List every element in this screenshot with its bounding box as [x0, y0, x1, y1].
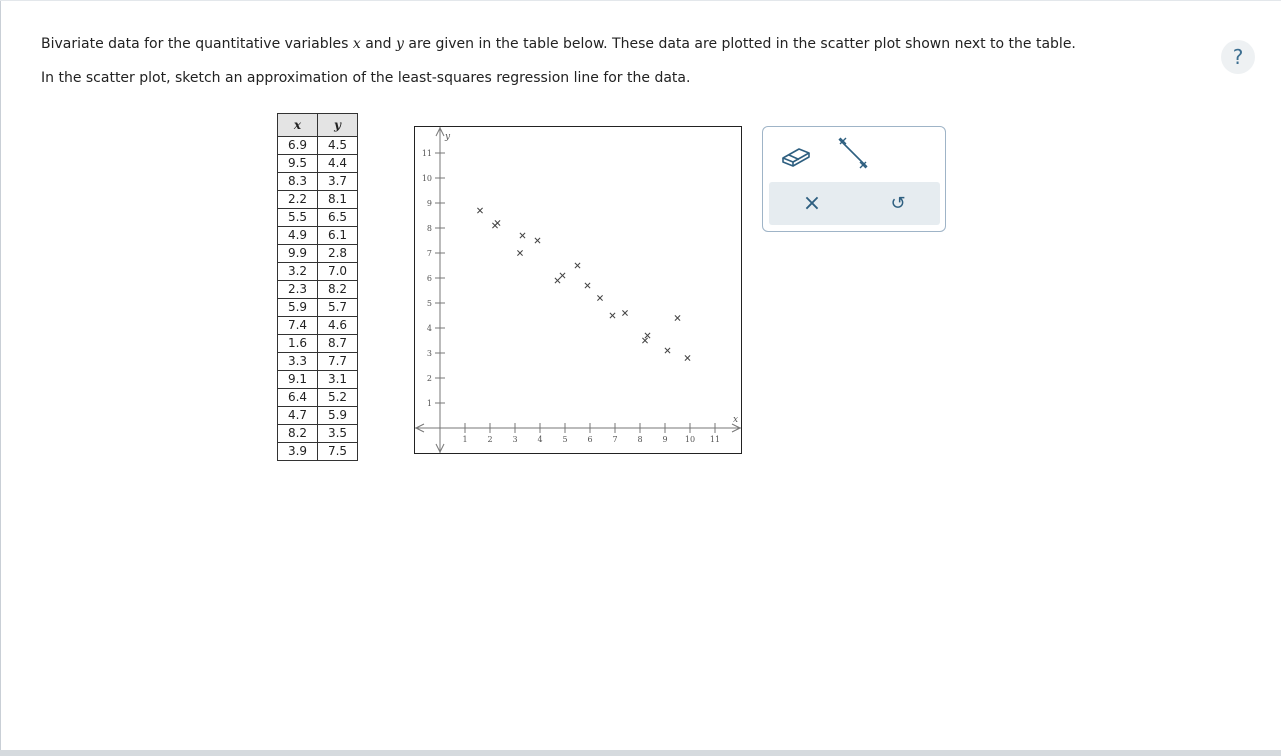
cell-x: 2.3: [278, 281, 318, 299]
line-tool-icon[interactable]: [835, 135, 871, 171]
cell-y: 7.0: [318, 263, 358, 281]
cell-x: 7.4: [278, 317, 318, 335]
bottom-scroll-strip: [0, 750, 1281, 756]
cell-x: 3.3: [278, 353, 318, 371]
cell-x: 9.9: [278, 245, 318, 263]
cell-x: 6.9: [278, 137, 318, 155]
x-axis-label: x: [733, 415, 739, 425]
cell-y: 4.6: [318, 317, 358, 335]
y-tick-label: 8: [426, 224, 432, 233]
data-point: [675, 315, 680, 320]
clear-button[interactable]: ×: [802, 191, 822, 216]
cell-y: 8.2: [318, 281, 358, 299]
x-tick-label: 5: [562, 435, 568, 444]
data-point: [610, 313, 615, 318]
cell-y: 4.4: [318, 155, 358, 173]
cell-y: 8.1: [318, 191, 358, 209]
data-point: [520, 233, 525, 238]
action-bar: [769, 182, 940, 225]
cell-x: 8.3: [278, 173, 318, 191]
cell-x: 6.4: [278, 389, 318, 407]
data-point: [477, 208, 482, 213]
cell-y: 8.7: [318, 335, 358, 353]
x-tick-label: 1: [462, 435, 468, 444]
header-y: y: [318, 114, 358, 137]
y-tick-label: 2: [426, 374, 432, 383]
data-point: [645, 333, 650, 338]
cell-x: 9.1: [278, 371, 318, 389]
cell-y: 6.1: [318, 227, 358, 245]
cell-x: 3.2: [278, 263, 318, 281]
data-point: [555, 278, 560, 283]
data-table: [277, 113, 358, 461]
table-row: [278, 407, 358, 425]
x-tick-label: 11: [709, 435, 721, 444]
question-line-1: Bivariate data for the quantitative variables x and y are given in the table below. These data are plotted in the scatter plot shown next to the table.: [41, 36, 1076, 52]
cell-x: 4.9: [278, 227, 318, 245]
scatter-plot-canvas[interactable]: [415, 127, 741, 453]
data-point: [597, 295, 602, 300]
top-border: [0, 0, 1281, 1]
cell-x: 5.5: [278, 209, 318, 227]
eraser-icon[interactable]: [777, 137, 815, 171]
data-point: [585, 283, 590, 288]
variable-x: x: [352, 36, 361, 52]
cell-x: 2.2: [278, 191, 318, 209]
table-row: [278, 245, 358, 263]
question-line-2: In the scatter plot, sketch an approximation of the least-squares regression line for the data.: [41, 70, 691, 86]
cell-y: 4.5: [318, 137, 358, 155]
data-point: [685, 355, 690, 360]
cell-y: 3.5: [318, 425, 358, 443]
table-header-row: [278, 114, 358, 137]
left-border: [0, 0, 1, 756]
cell-x: 1.6: [278, 335, 318, 353]
table-row: [278, 137, 358, 155]
data-point: [495, 220, 500, 225]
table-row: [278, 353, 358, 371]
table-row: [278, 263, 358, 281]
cell-x: 4.7: [278, 407, 318, 425]
cell-y: 2.8: [318, 245, 358, 263]
cell-x: 9.5: [278, 155, 318, 173]
help-button[interactable]: ?: [1221, 40, 1255, 74]
data-point: [642, 338, 647, 343]
y-axis-label: y: [445, 132, 451, 142]
y-tick-label: 6: [426, 274, 432, 283]
y-tick-label: 5: [426, 299, 432, 308]
x-tick-label: 9: [662, 435, 668, 444]
x-tick-label: 7: [612, 435, 618, 444]
cell-y: 5.9: [318, 407, 358, 425]
cell-y: 5.7: [318, 299, 358, 317]
data-point: [622, 310, 627, 315]
y-tick-label: 11: [421, 149, 432, 158]
cell-y: 7.5: [318, 443, 358, 461]
scatter-plot[interactable]: [414, 126, 742, 454]
table-row: [278, 155, 358, 173]
data-point: [665, 348, 670, 353]
cell-y: 5.2: [318, 389, 358, 407]
table-row: [278, 227, 358, 245]
cell-x: 5.9: [278, 299, 318, 317]
x-tick-label: 10: [684, 435, 696, 444]
data-point: [517, 250, 522, 255]
table-row: [278, 173, 358, 191]
table-row: [278, 425, 358, 443]
x-tick-label: 6: [587, 435, 593, 444]
x-tick-label: 4: [537, 435, 543, 444]
data-point: [560, 273, 565, 278]
undo-button[interactable]: ↺: [890, 193, 906, 214]
cell-x: 8.2: [278, 425, 318, 443]
y-tick-label: 10: [421, 174, 432, 183]
table-row: [278, 191, 358, 209]
x-tick-label: 3: [512, 435, 518, 444]
x-tick-label: 8: [637, 435, 643, 444]
table-row: [278, 299, 358, 317]
y-tick-label: 3: [426, 349, 432, 358]
data-point: [575, 263, 580, 268]
y-tick-label: 9: [426, 199, 432, 208]
data-point: [535, 238, 540, 243]
table-row: [278, 335, 358, 353]
graph-toolbox: [762, 126, 946, 232]
cell-y: 3.1: [318, 371, 358, 389]
variable-y: y: [396, 36, 404, 52]
table-row: [278, 209, 358, 227]
cell-y: 6.5: [318, 209, 358, 227]
y-tick-label: 1: [426, 399, 432, 408]
table-row: [278, 443, 358, 461]
header-x: x: [278, 114, 318, 137]
y-tick-label: 4: [426, 324, 432, 333]
x-tick-label: 2: [487, 435, 493, 444]
cell-x: 3.9: [278, 443, 318, 461]
table-row: [278, 389, 358, 407]
cell-y: 3.7: [318, 173, 358, 191]
y-tick-label: 7: [426, 249, 432, 258]
table-row: [278, 281, 358, 299]
table-row: [278, 371, 358, 389]
cell-y: 7.7: [318, 353, 358, 371]
table-row: [278, 317, 358, 335]
